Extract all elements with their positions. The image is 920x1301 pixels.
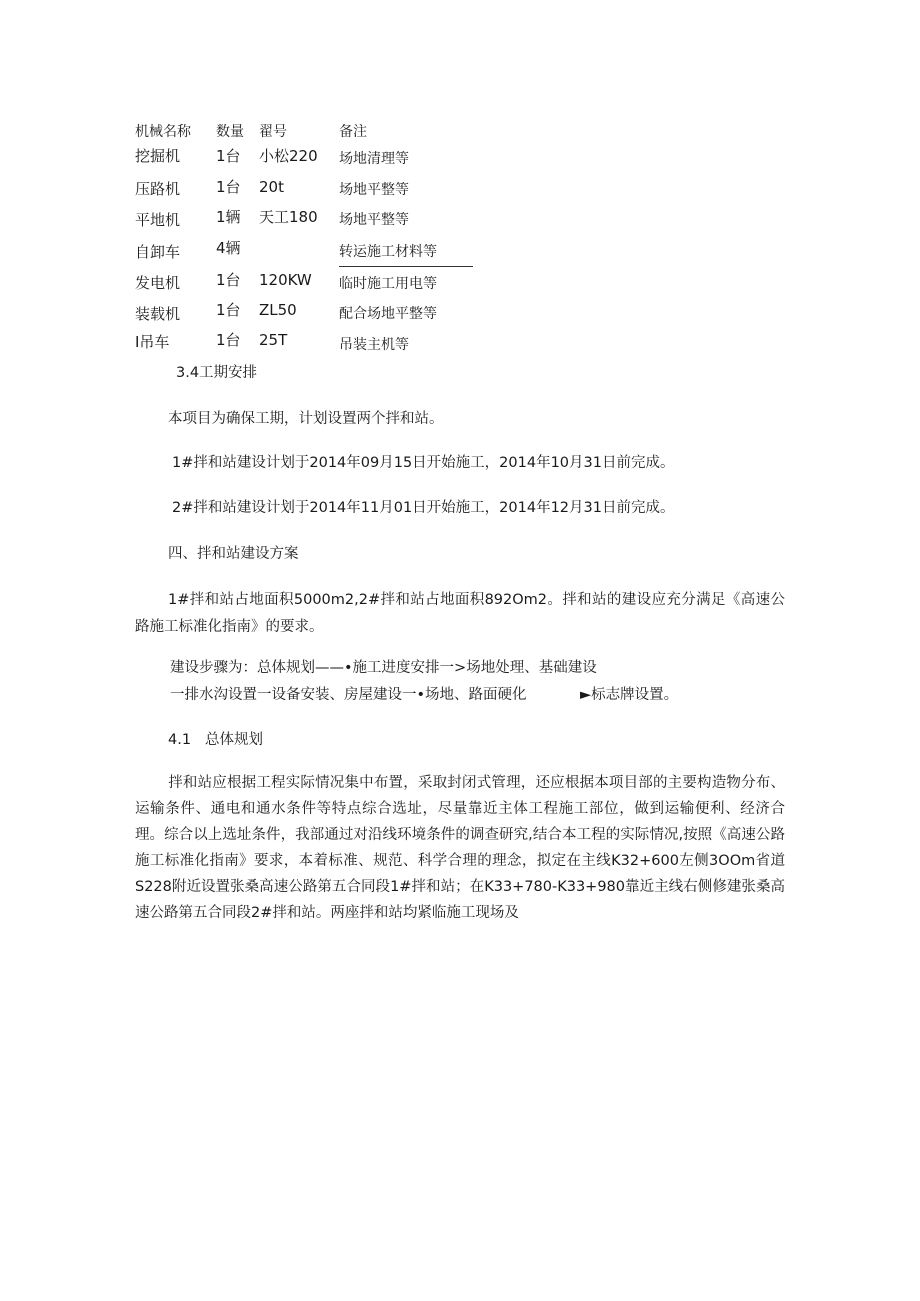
steps-line-1: 建设步骤为：总体规划——•施工进度安排一>场地处理、基础建设	[170, 660, 597, 676]
section-4-title: 四、拌和站建设方案	[168, 546, 299, 562]
machine-model: ZL50	[259, 301, 297, 319]
machine-model: 20t	[259, 178, 284, 196]
table-header-qty: 数量	[216, 124, 244, 140]
machine-model: 120KW	[259, 271, 312, 289]
machine-note: 临时施工用电等	[339, 276, 437, 292]
machine-note: 场地平整等	[339, 182, 409, 198]
machine-name: 压路机	[135, 180, 181, 198]
section-34-intro: 本项目为确保工期，计划设置两个拌和站。	[168, 411, 444, 427]
machine-name: 自卸车	[135, 243, 181, 261]
plan-2: 2#拌和站建设计划于2014年11月01日开始施工，2014年12月31日前完成。	[172, 500, 675, 516]
machine-name: 平地机	[135, 211, 181, 229]
section-41-title: 总体规划	[205, 732, 263, 748]
plan-1: 1#拌和站建设计划于2014年09月15日开始施工，2014年10月31日前完成。	[172, 455, 675, 471]
steps-line-3: ►标志牌设置。	[580, 687, 679, 703]
machine-qty: 1台	[216, 301, 241, 319]
machine-note: 吊装主机等	[339, 337, 409, 353]
machine-name: 发电机	[135, 274, 181, 292]
table-row	[0, 207, 920, 233]
machine-qty: 1辆	[216, 208, 241, 226]
table-header-name: 机械名称	[135, 124, 191, 140]
table-row	[0, 300, 920, 326]
site-paragraph	[135, 770, 785, 926]
machine-note: 配合场地平整等	[339, 306, 437, 322]
table-row	[0, 146, 920, 172]
machine-qty: 1台	[216, 147, 241, 165]
table-row	[0, 270, 920, 296]
machine-name: I吊车	[135, 333, 170, 351]
table-row	[0, 238, 920, 264]
machine-qty: 1台	[216, 178, 241, 196]
machine-note: 转运施工材料等	[339, 244, 437, 260]
table-row	[0, 330, 920, 356]
machine-model: 小松220	[259, 147, 318, 165]
machine-model: 天工180	[259, 208, 318, 226]
machine-note: 场地平整等	[339, 212, 409, 228]
area-paragraph	[135, 587, 785, 641]
table-header-model: 翟号	[259, 124, 287, 140]
table-rule	[339, 266, 473, 267]
table-header-note: 备注	[339, 124, 367, 140]
site-text: 拌和站应根据工程实际情况集中布置，采取封闭式管理，还应根据本项目部的主要构造物分布、运输条件、通电和通水条件等特点综合选址，尽量靠近主体工程施工部位，做到运输便利、经济合理。综合以上选址条件，我部通过对沿线环境条件的调查研究,结合本工程的实际情况,按照《高速公路施工标准化指南》要求，本着标准、规范、科学合理的理念，拟定在主线K32+600左侧3OOm省道S228附近设置张桑高速公路第五合同段1#拌和站；在K33+780-K33+980靠近主线右侧修建张桑高速公路第五合同段2#拌和站。两座拌和站均紧临施工现场及	[135, 775, 785, 921]
machine-name: 挖掘机	[135, 147, 181, 165]
steps-line-2: 一排水沟设置一设备安装、房屋建设一•场地、路面硬化	[170, 687, 527, 703]
machine-qty: 4辆	[216, 239, 241, 257]
machine-model: 25T	[259, 331, 288, 349]
machine-qty: 1台	[216, 271, 241, 289]
machine-note: 场地清理等	[339, 151, 409, 167]
table-header-row	[0, 122, 920, 148]
table-row	[0, 177, 920, 203]
machine-name: 装载机	[135, 305, 181, 323]
area-text: 1#拌和站占地面积5000m2,2#拌和站占地面积892Om2。拌和站的建设应充分满足《高速公路施工标准化指南》的要求。	[135, 592, 785, 635]
section-34-title: 3.4工期安排	[176, 365, 258, 381]
section-41-number: 4.1	[168, 732, 192, 748]
machine-qty: 1台	[216, 331, 241, 349]
